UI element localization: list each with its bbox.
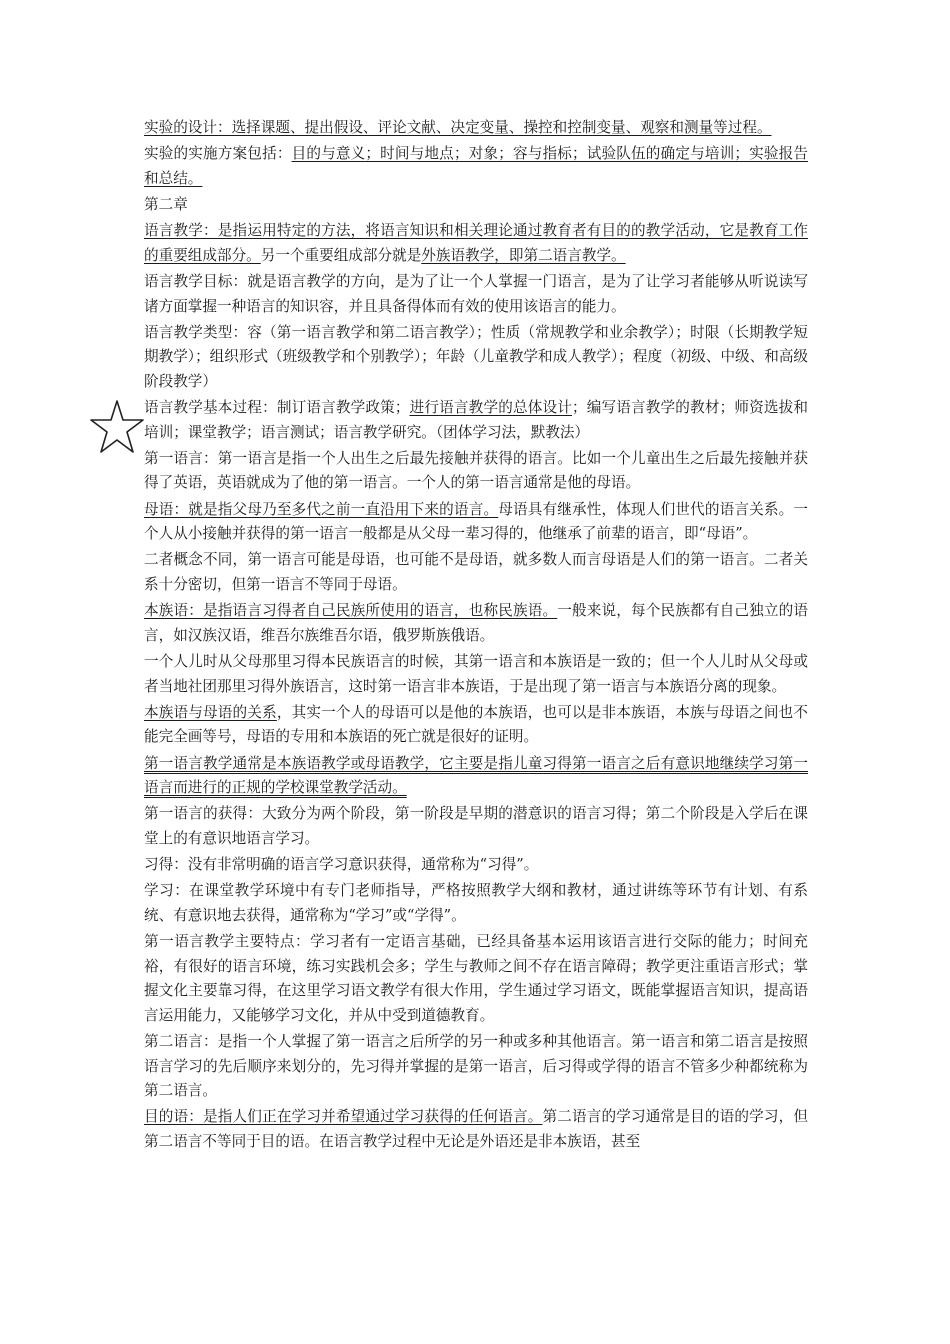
paragraph: 学习：在课堂教学环境中有专门老师指导，严格按照教学大纲和教材，通过讲练等环节有计划、有系统、有意识地去获得，通常称为“学习”或“学得”。 [144,882,808,924]
paragraph: 习得：没有非常明确的语言学习意识获得，通常称为“习得”。 [144,856,539,874]
star-icon [88,398,146,456]
paragraph: 一个人儿时从父母那里习得本民族语言的时候，其第一语言和本族语是一致的；但一个人儿时从父母或者当地社团那里习得外族语言，这时第一语言非本族语，于是出现了第一语言与本族语分离的现象。 [144,653,808,695]
text: ，其实一个人的母语可以是他的本族语，也可以是非本族语，本族与母语之间也不能完全画等号，母语的专用和本族语的死亡就是很好的证明。 [144,703,808,746]
paragraph [144,219,808,268]
paragraph: 二者概念不同，第一语言可能是母语，也可能不是母语，就多数人而言母语是人们的第一语言。二者关系十分密切，但第一语言不等同于母语。 [144,551,808,594]
paragraph: 第二语言：是指一个人掌握了第一语言之后所学的另一种或多种其他语言。第一语言和第二语言是按照语言学习的先后顺序来划分的，先习得并掌握的是第一语言，后习得或学得的语言不管多少种都统称为第二语言。 [144,1033,808,1100]
text: 一般来说，每个民族都有自己独立的语言，如汉族汉语，维吾尔族维吾尔语，俄罗斯族俄语。 [144,602,808,644]
underlined-text: 进行语言教学的总体设计 [409,399,572,417]
paragraph [144,599,808,648]
text: ；编写语言教学的教材；师资选拔和培训；课堂教学；语言测试；语言教学研究。（团体学习法，默教法） [144,399,808,441]
text: 另一个重要组成部分就是 [260,246,422,264]
underlined-text: 本族语：是指语言习得者自己民族所使用的语言，也称民族语。 [144,602,558,620]
paragraph [144,498,808,547]
paragraph [144,1105,808,1154]
underlined-text: 实验的设计：选择课题、提出假设、评论文献、决定变量、操控和控制变量、观察和测量等过程。 [144,119,772,136]
underlined-text: 目的与意义；时间与地点；对象；容与指标；试验队伍的确定与培训；实验报告和总结。 [144,145,808,187]
chapter-heading: 第二章 [144,195,188,213]
text: 第二语言的学习通常是目的语的学习，但第二语言不等同于目的语。在语言教学过程中无论是外语还是非本族语，甚至 [144,1108,808,1151]
paragraph [144,116,808,141]
paragraph: 语言教学类型：容（第一语言教学和第二语言教学）；性质（常规教学和业余教学）；时限（长期教学短期教学）；组织形式（班级教学和个别教学）；年龄（儿童教学和成人教学）；程度（初级、中级、和高级阶段教学） [144,323,809,390]
underlined-text: 目的语：是指人们正在学习并希望通过学习获得的任何语言。 [144,1108,543,1126]
paragraph: 第一语言：第一语言是指一个人出生之后最先接触并获得的语言。比如一个儿童出生之后最先接触并获得了英语，英语就成为了他的第一语言。一个人的第一语言通常是他的母语。 [144,449,808,492]
paragraph: 第一语言的获得：大致分为两个阶段，第一阶段是早期的潜意识的语言习得；第二个阶段是入学后在课堂上的有意识地语言学习。 [144,805,808,847]
text: 语言教学基本过程：制订语言教学政策； [144,399,410,417]
paragraph: 第一语言教学主要特点：学习者有一定语言基础，已经具备基本运用该语言进行交际的能力；时间充裕，有很好的语言环境，练习实践机会多；学生与教师之间不存在语言障碍；教学更注重语言形式；掌握文化主要靠习得，在这里学习语文教学有很大作用，学生通过学习语文，既能掌握语言知识，提高语言运用能力，又能够学习文化，并从中受到道德教育。 [144,933,808,1024]
paragraph [144,396,808,445]
underlined-text: 外族语教学，即第二语言教学。 [421,246,626,264]
paragraph [144,701,808,750]
text: 实验的实施方案包括： [144,145,292,163]
paragraph: 语言教学目标：就是语言教学的方向，是为了让一个人掌握一门语言，是为了让学习者能够从听说读写诸方面掌握一种语言的知识容，并且具备得体而有效的使用该语言的能力。 [144,272,808,315]
document-body [144,116,808,1156]
paragraph [144,142,808,191]
underlined-text: 语言教学：是指运用特定的方法，将语言知识和相关理论通过教育者有目的的教学活动，它是教育工作的重要组成部分。 [144,222,808,264]
underlined-text: 第一语言教学通常是本族语教学或母语教学，它主要是指儿童习得第一语言之后有意识地继续学习第一语言而进行的正规的学校课堂教学活动。 [144,754,808,797]
underlined-text: 本族语与母语的关系 [144,703,277,721]
paragraph [144,752,808,801]
underlined-text: 母语：就是指父母乃至多代之前一直沿用下来的语言。 [144,500,499,518]
text: 母语具有继承性，体现人们世代的语言关系。一个人从小接触并获得的第一语言一般都是从父母一辈习得的，他继承了前辈的语言，即“母语”。 [144,500,808,543]
